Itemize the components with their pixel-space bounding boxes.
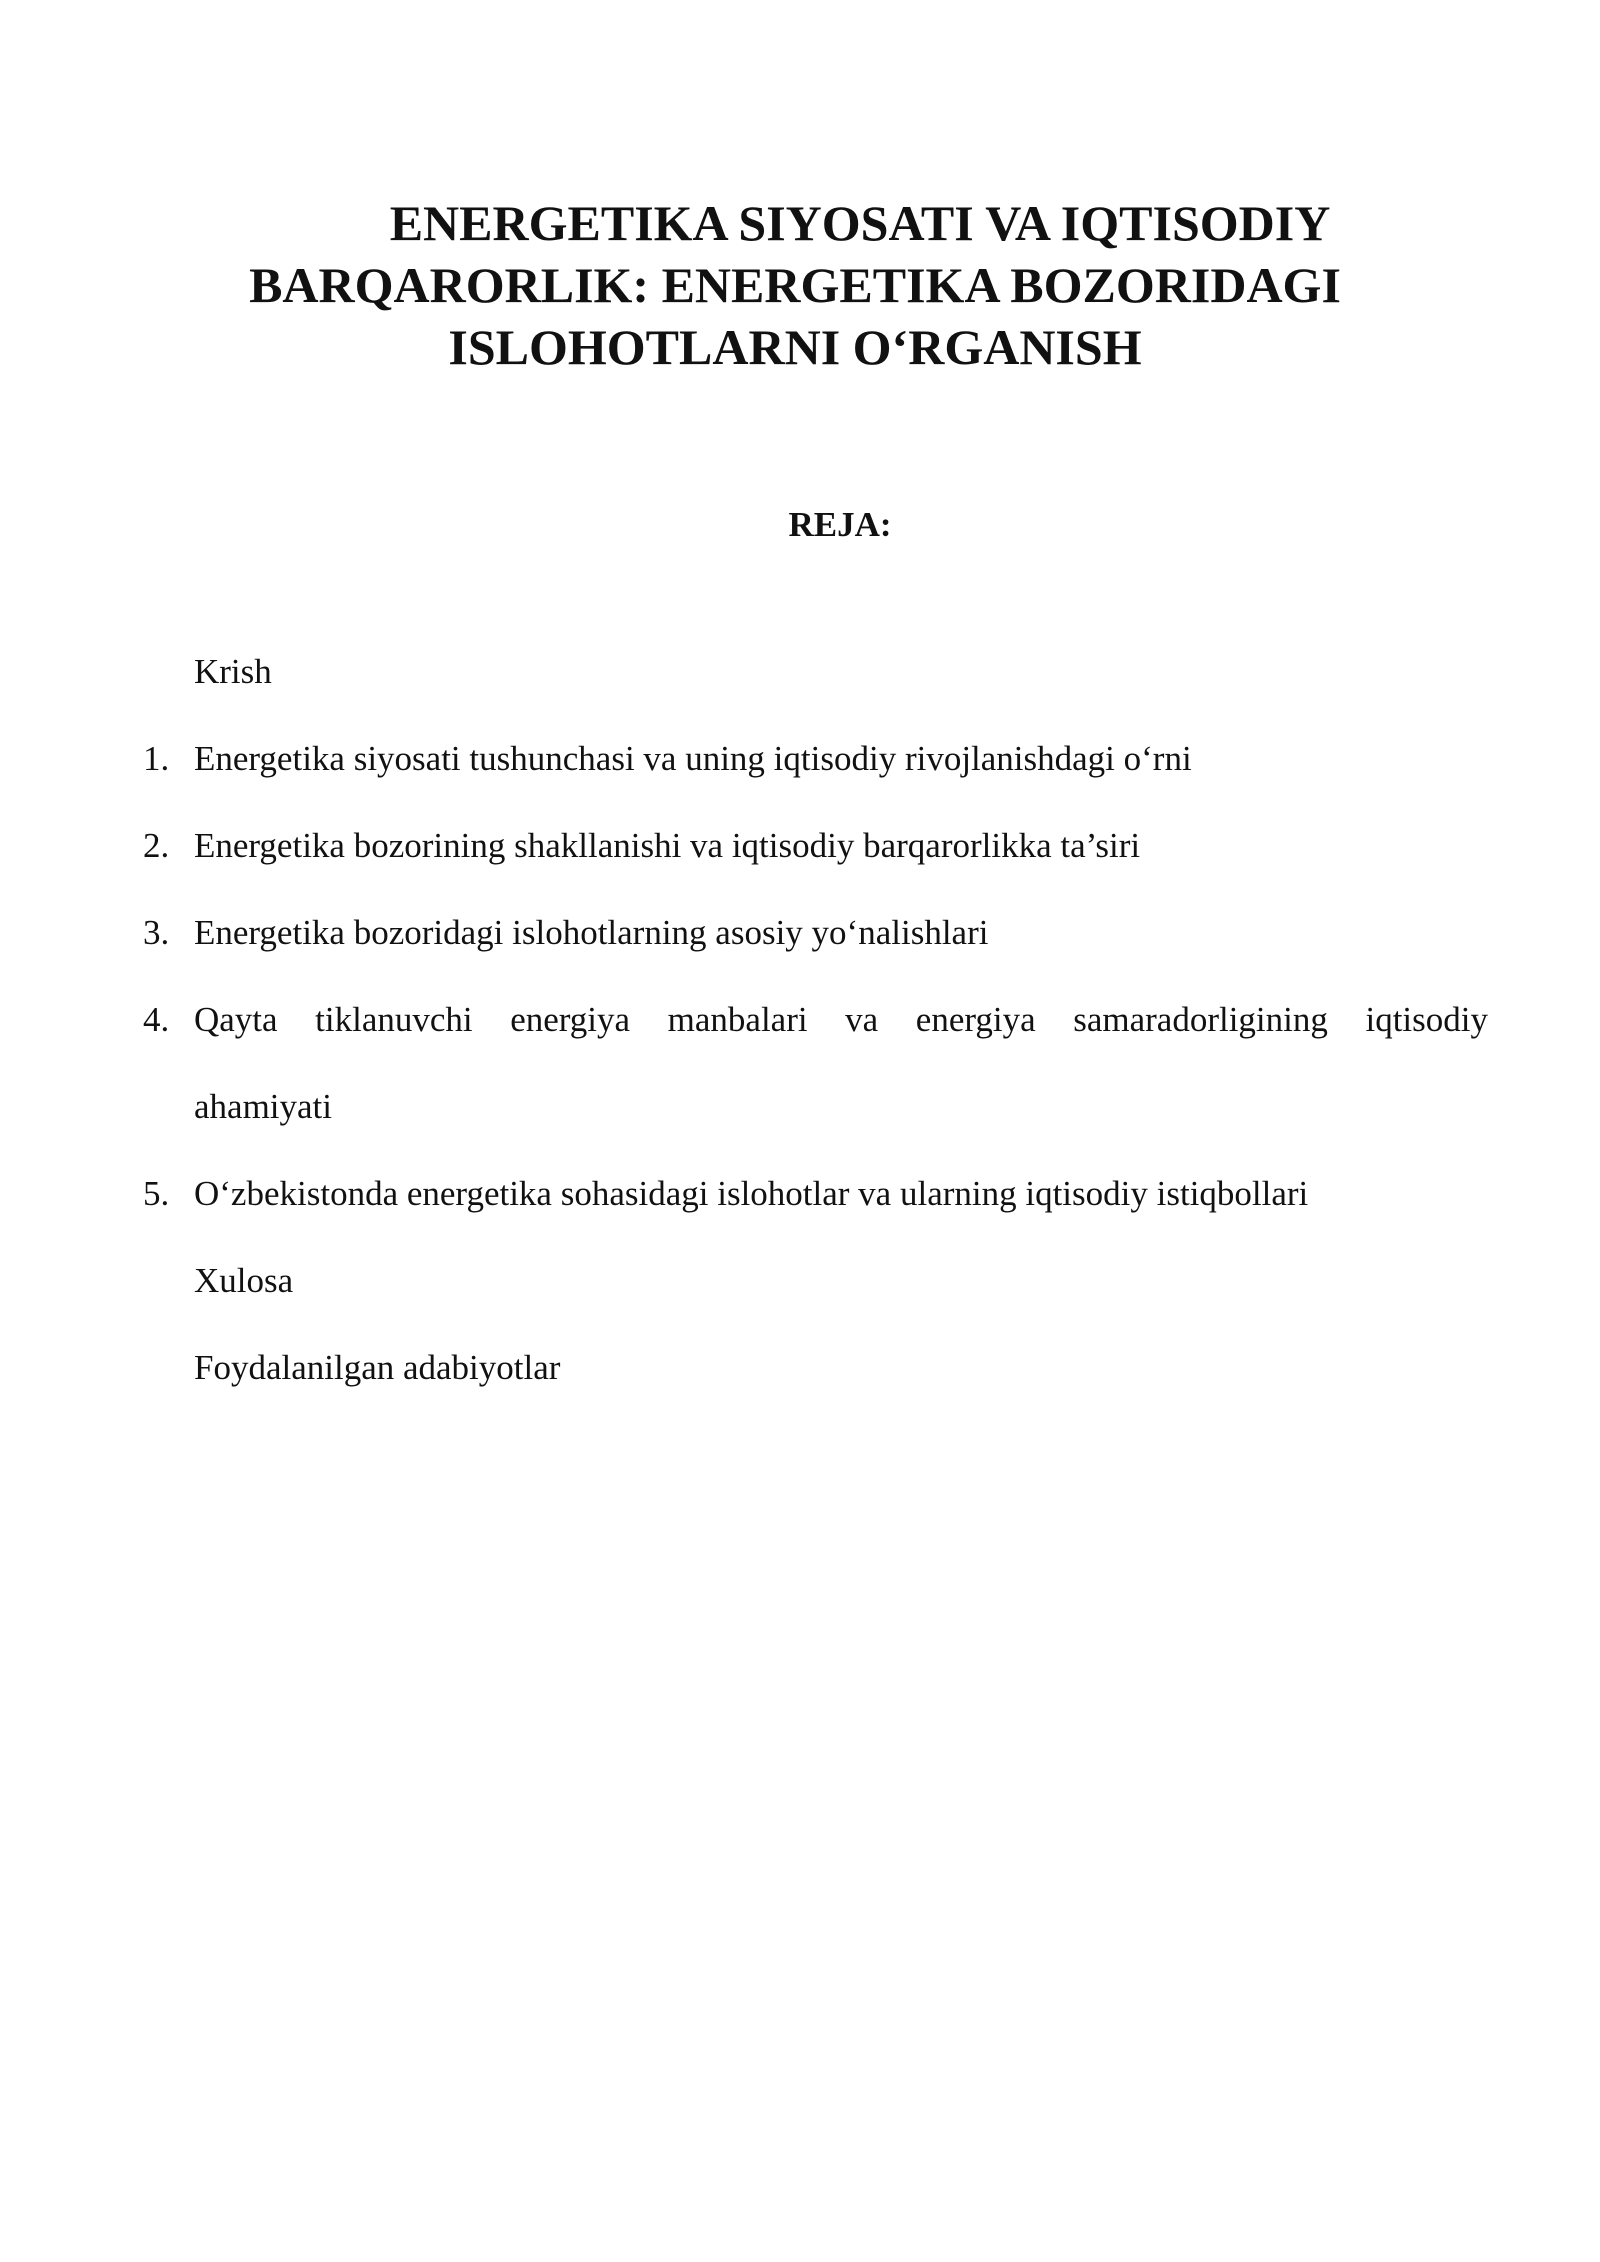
plan-item-text-line-1: Qayta tiklanuvchi energiya manbalari va energiya samaradorligining iqtisodiy <box>194 1000 1488 1039</box>
plan-conclusion-text: Xulosa <box>194 1261 294 1300</box>
plan-item-2 <box>143 802 1488 889</box>
title-line-3: ISLOHOTLARNI O‘RGANISH <box>448 319 1142 375</box>
plan-references-text: Foydalanilgan adabiyotlar <box>194 1348 561 1387</box>
plan-item-number: 1. <box>143 739 170 778</box>
plan-references <box>143 1324 1488 1411</box>
plan-item-1 <box>143 715 1488 802</box>
plan-intro-text: Krish <box>194 652 272 691</box>
plan-item-text: Energetika bozoridagi islohotlarning asosiy yo‘nalishlari <box>194 913 989 952</box>
plan-item-number: 5. <box>143 1174 170 1213</box>
plan-item-number: 3. <box>143 913 170 952</box>
plan-item-3 <box>143 889 1488 976</box>
plan-item-4 <box>143 976 1488 1150</box>
plan-item-5 <box>143 1150 1488 1237</box>
title-line-1: ENERGETIKA SIYOSATI VA IQTISODIY <box>389 195 1331 251</box>
plan-item-number: 2. <box>143 826 170 865</box>
plan-item-text: O‘zbekistonda energetika sohasidagi islohotlar va ularning iqtisodiy istiqbollari <box>194 1174 1309 1213</box>
plan-conclusion <box>143 1237 1488 1324</box>
plan-item-text-line-2: ahamiyati <box>194 1087 333 1126</box>
title-line-2: BARQARORLIK: ENERGETIKA BOZORIDAGI <box>249 257 1341 313</box>
plan-list <box>143 628 1488 1411</box>
plan-heading: REJA: <box>788 505 892 544</box>
plan-item-number: 4. <box>143 1000 170 1039</box>
plan-item-text: Energetika bozorining shakllanishi va iqtisodiy barqarorlikka ta’siri <box>194 826 1141 865</box>
plan-intro <box>143 628 1488 715</box>
document-title <box>150 192 1440 378</box>
plan-item-text: Energetika siyosati tushunchasi va uning iqtisodiy rivojlanishdagi o‘rni <box>194 739 1192 778</box>
